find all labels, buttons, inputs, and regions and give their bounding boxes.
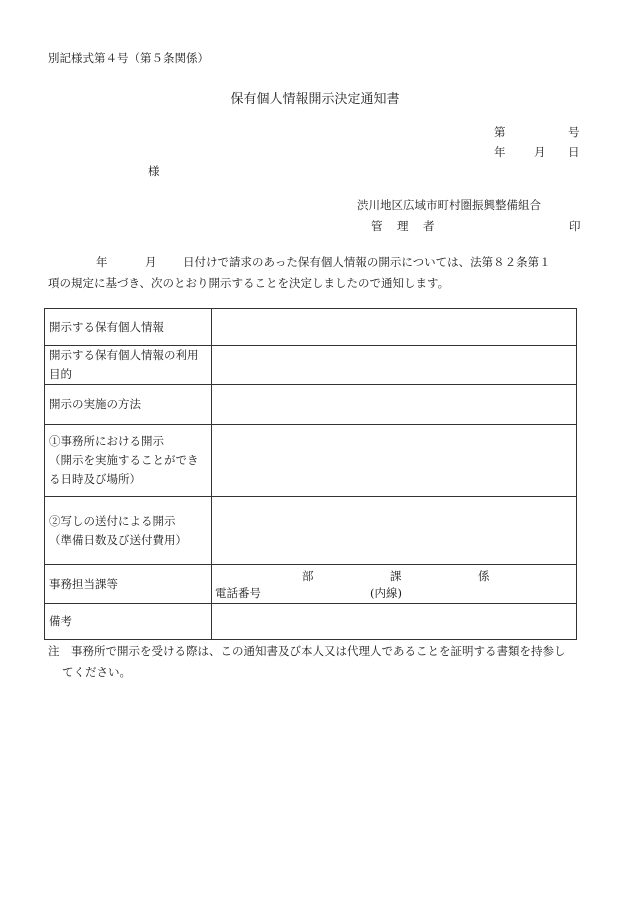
label-office-disclosure-c: る日時及び場所） — [49, 472, 141, 486]
form-number: 別記様式第４号（第５条関係） — [48, 51, 209, 65]
value-copy-disclosure — [212, 497, 577, 565]
label-remarks: 備考 — [45, 604, 212, 640]
date-month: 月 — [534, 145, 546, 159]
table-row — [45, 385, 577, 425]
body-text-1: 日付けで請求のあった保有個人情報の開示については、法第８２条第１ — [183, 255, 551, 269]
label-office-disclosure-b: （開示を実施することができ — [49, 453, 199, 467]
issuer-sha: 者 — [423, 219, 435, 233]
label-copy-disclosure-b: （準備日数及び送付費用） — [49, 532, 187, 547]
table-row — [45, 604, 577, 640]
label-disclosure-method: 開示の実施の方法 — [45, 385, 212, 425]
value-remarks — [212, 604, 577, 640]
disclosure-table — [44, 308, 577, 640]
issuer-organization: 渋川地区広域市町村圏振興整備組合 — [357, 198, 541, 212]
value-disclosed-info — [212, 309, 577, 346]
value-usage-purpose — [212, 346, 577, 385]
department-kakari: 係 — [478, 569, 490, 583]
label-disclosed-info: 開示する保有個人情報 — [45, 309, 212, 346]
label-copy-disclosure — [45, 497, 212, 565]
value-department — [212, 565, 577, 604]
body-year: 年 — [96, 255, 108, 269]
note-line-2: てください。 — [62, 665, 131, 679]
department-ka: 課 — [390, 569, 402, 583]
label-office-disclosure-a: ①事務所における開示 — [49, 434, 164, 448]
seal-mark: 印 — [569, 219, 581, 233]
phone-number-label: 電話番号 — [215, 586, 261, 600]
document-number-dai: 第 — [494, 125, 506, 139]
document-number-go: 号 — [568, 125, 580, 139]
table-row — [45, 565, 577, 604]
addressee: 様 — [148, 164, 160, 178]
note-line-1: 注 事務所で開示を受ける際は、この通知書及び本人又は代理人であることを証明する書類を持参し — [48, 644, 566, 658]
department-bu: 部 — [302, 569, 314, 583]
issuer-kan: 管 — [371, 219, 383, 233]
value-office-disclosure — [212, 425, 577, 497]
value-disclosure-method — [212, 385, 577, 425]
table-row — [45, 309, 577, 346]
label-office-disclosure — [45, 425, 212, 497]
body-line-2: 項の規定に基づき、次のとおり開示することを決定しましたので通知します。 — [48, 276, 450, 290]
label-usage-purpose-b: 目的 — [49, 367, 72, 381]
label-department: 事務担当課等 — [45, 565, 212, 604]
table-row — [45, 497, 577, 565]
date-year: 年 — [494, 145, 506, 159]
table-row — [45, 425, 577, 497]
label-usage-purpose-a: 開示する保有個人情報の利用 — [49, 348, 199, 362]
table-row — [45, 346, 577, 385]
label-copy-disclosure-a: ②写しの送付による開示 — [49, 513, 176, 528]
body-month: 月 — [145, 255, 157, 269]
page-title: 保有個人情報開示決定通知書 — [230, 92, 400, 107]
issuer-ri: 理 — [397, 219, 409, 233]
date-day: 日 — [568, 145, 580, 159]
label-usage-purpose — [45, 346, 212, 385]
extension-label: (内線) — [370, 586, 402, 600]
